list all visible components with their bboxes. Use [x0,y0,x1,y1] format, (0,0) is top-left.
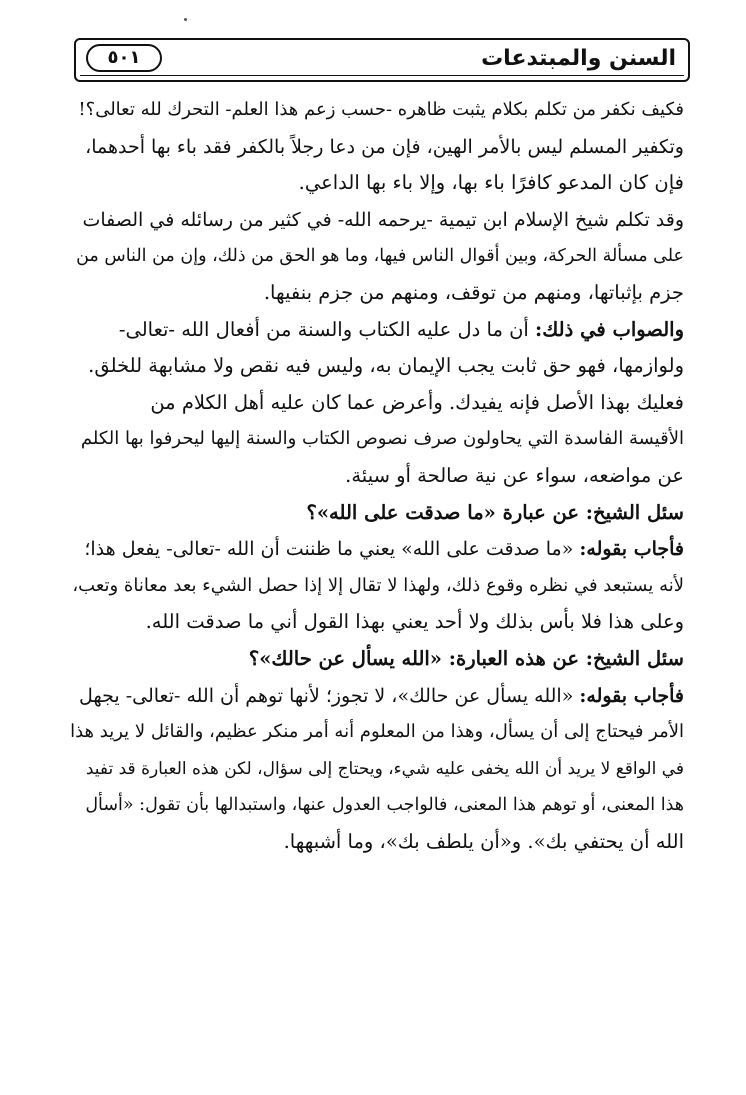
text-line: الله أن يحتفي بك». و«أن يلطف بك»، وما أشبهها. [283,829,684,853]
running-header [74,38,690,82]
text-line: في الواقع لا يريد أن الله يخفى عليه شيء، ويحتاج إلى سؤال، لكن هذه العبارة قد تفيد [85,758,684,779]
text-line: وقد تكلم شيخ الإسلام ابن تيمية -يرحمه الله- في كثير من رسائله في الصفات [82,208,684,231]
page-body [70,92,684,860]
text-line [70,678,684,715]
text-line: الأقيسة الفاسدة التي يحاولون صرف نصوص الكتاب والسنة إليها ليحرفوا بها الكلم [80,428,684,450]
paragraph-lead: والصواب في ذلك: [535,317,684,341]
header-rule [80,75,684,76]
text-line: جزم بإثباتها، ومنهم من توقف، ومنهم من جزم بنفيها. [263,280,684,304]
text-line: وتكفير المسلم ليس بالأمر الهين، فإن من دعا رجلاً بالكفر فقد باء بها أحدهما، [85,135,684,158]
text-line: ولوازمها، فهو حق ثابت يجب الإيمان به، وليس فيه نقص ولا مشابهة للخلق. [88,354,684,378]
scan-speck [184,18,187,21]
text-line [70,312,684,349]
text-run: أن ما دل عليه الكتاب والسنة من أفعال الله -تعالى- [118,317,536,341]
text-line [70,531,684,568]
text-line: فكيف نكفر من تكلم بكلام يثبت ظاهره -حسب زعم هذا العلم- التحرك لله تعالى؟! [78,99,684,120]
text-line: عن مواضعه، سواء عن نية صالحة أو سيئة. [345,463,684,487]
text-line: على مسألة الحركة، وبين أقوال الناس فيها، وما هو الحق من ذلك، وإن من الناس من [76,246,684,267]
question-heading: سئل الشيخ: عن عبارة «ما صدقت على الله»؟ [306,500,684,524]
text-line: لأنه يستبعد في نظره وقوع ذلك، ولهذا لا تقال إلا إذا حصل الشيء بعد معاناة وتعب، [72,574,684,596]
text-run: «الله يسأل عن حالك»، لا تجوز؛ لأنها توهم أن الله -تعالى- يجهل [78,684,580,707]
text-line: وعلى هذا فلا بأس بذلك ولا أحد يعني بهذا القول أني ما صدقت الله. [145,610,684,634]
text-line: فإن كان المدعو كافرًا باء بها، وإلا باء بها الداعي. [298,171,684,195]
text-line: فعليك بهذا الأصل فإنه يفيدك. وأعرض عما كان عليه أهل الكلام من [150,390,684,414]
header-title: السنن والمبتدعات [481,46,676,71]
text-line: الأمر فيحتاج إلى أن يسأل، وهذا من المعلوم أنه أمر منكر عظيم، والقائل لا يريد هذا [70,721,684,743]
text-line: هذا المعنى، أو توهم هذا المعنى، فالواجب العدول عنها، واستبدالها بأن تقول: «أسأل [85,795,684,816]
question-heading: سئل الشيخ: عن هذه العبارة: «الله يسأل عن حالك»؟ [248,646,684,670]
text-run: «ما صدقت على الله» يعني ما ظننت أن الله -تعالى- يفعل هذا؛ [84,538,580,561]
page-number: ٥٠١ [86,44,162,72]
paragraph-lead: فأجاب بقوله: [579,538,684,561]
paragraph-lead: فأجاب بقوله: [579,684,684,707]
